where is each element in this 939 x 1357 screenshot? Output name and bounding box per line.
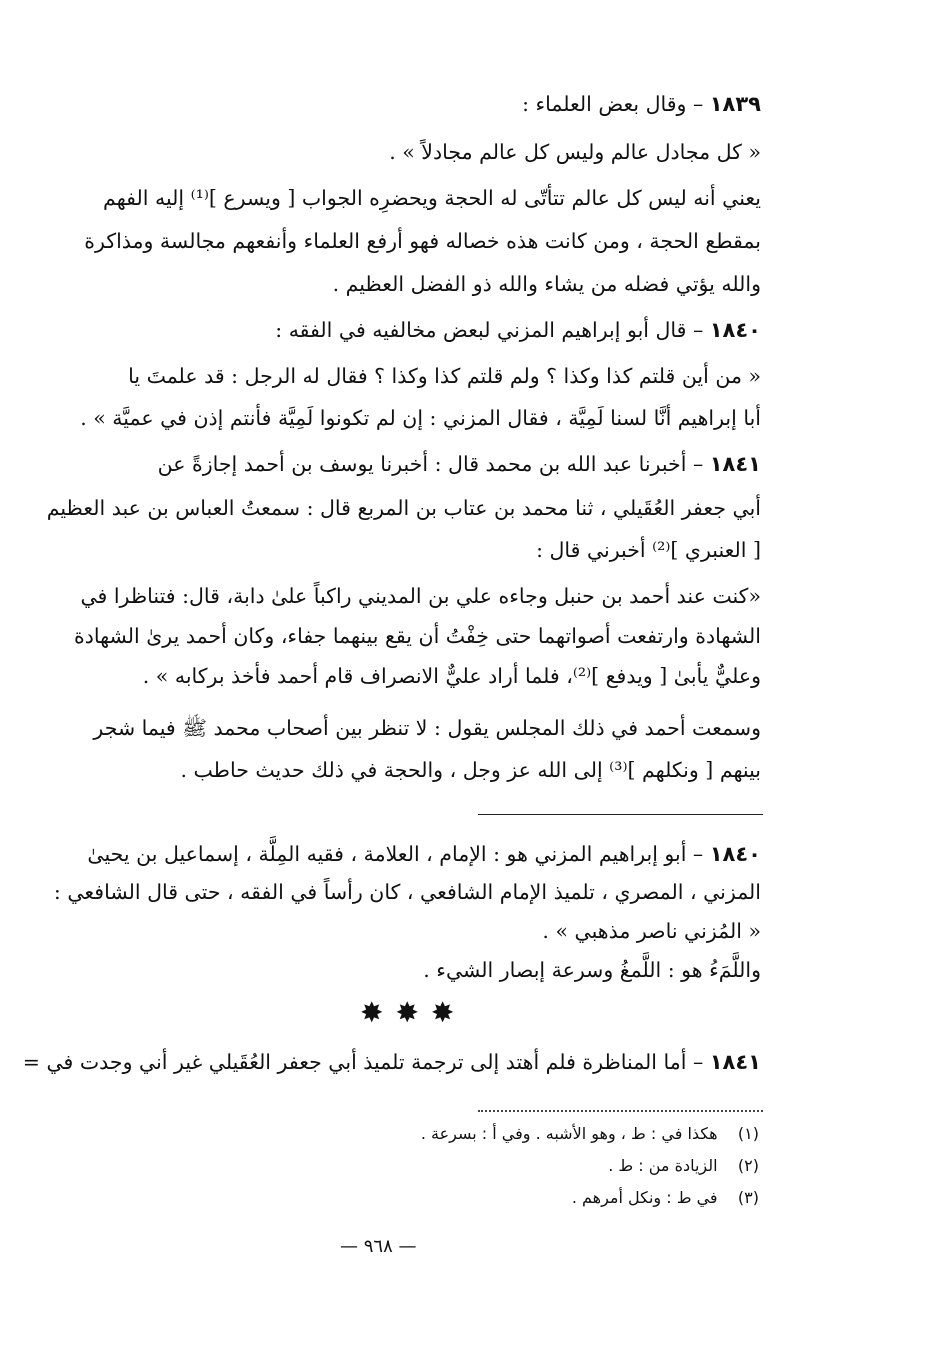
- text-line: وسمعت أحمد في ذلك المجلس يقول : لا تنظر بين أصحاب محمد ﷺ فيما شجر: [93, 716, 761, 740]
- text-line: بينهم [ ونكلهم ]⁽³⁾ إلى الله عز وجل ، والحجة في ذلك حديث حاطب .: [180, 758, 761, 782]
- footnote-mark: (٢): [737, 1156, 759, 1175]
- note-line: واللَّمَءُ هو : اللَّمغُ وسرعة إبصار الشيء .: [423, 958, 761, 982]
- quote-line: «كنت عند أحمد بن حنبل وجاءه علي بن المديني راكباً علىٰ دابة، قال: فتناظرا في: [80, 584, 761, 608]
- entry-intro: – قال أبو إبراهيم المزني لبعض مخالفيه في الفقه :: [275, 318, 710, 342]
- quote-line: وعليٌّ يأبىٰ [ ويدفع ]⁽²⁾، فلما أراد عليٌّ الانصراف قام أحمد فأخذ بركابه » .: [142, 664, 761, 688]
- note-text: – أما المناظرة فلم أهتد إلى ترجمة تلميذ أبي جعفر العُقَيلي غير أني وجدت في =: [22, 1050, 710, 1074]
- text-line: يعني أنه ليس كل عالم تتأتّى له الحجة ويحضرِه الجواب [ ويسرع ]⁽¹⁾ إليه الفهم: [103, 186, 761, 210]
- footnote-mark: (١): [737, 1124, 759, 1143]
- entry-intro: – أخبرنا عبد الله بن محمد قال : أخبرنا يوسف بن أحمد إجازةً عن: [157, 452, 710, 476]
- note-line: المزني ، المصري ، تلميذ الإمام الشافعي ، كان رأساً في الفقه ، حتى قال الشافعي :: [53, 880, 761, 904]
- text-line: والله يؤتي فضله من يشاء والله ذو الفضل العظيم .: [332, 272, 761, 296]
- entry-intro: – وقال بعض العلماء :: [522, 92, 710, 116]
- quote-line: الشهادة وارتفعت أصواتهما حتى خِفْتُ أن يقع بينهما جفاء، وكان أحمد يرىٰ الشهادة: [73, 624, 761, 648]
- section-divider-stars-icon: ✸✸✸: [360, 996, 467, 1029]
- footnote: [572, 1188, 759, 1207]
- note-text: – أبو إبراهيم المزني هو : الإمام ، العلامة ، فقيه المِلَّة ، إسماعيل بن يحيىٰ: [87, 842, 710, 866]
- entry-1840-heading: [76, 314, 761, 346]
- footnote: [608, 1156, 759, 1175]
- quote-line: « كل مجادل عالم وليس كل عالم مجادلاً » .: [389, 140, 761, 164]
- entry-number: ١٨٤١: [709, 452, 761, 476]
- footnote-text: في ط : ونكل أمرهم .: [571, 1188, 718, 1207]
- footnote-text: هكذا في : ط ، وهو الأشبه . وفي أ : بسرعة .: [420, 1124, 718, 1143]
- page-number: — ٩٦٨ —: [340, 1236, 417, 1257]
- entry-number: ١٨٤٠: [709, 318, 761, 342]
- quote-line: أبا إبراهيم أنَّا لسنا لَمِيَّة ، فقال المزني : إن لم تكونوا لَمِيَّة فأنتم إذن في عميَّة » .: [80, 406, 761, 430]
- entry-number: ١٨٣٩: [709, 92, 761, 116]
- footnotes-separator-dots: [478, 1110, 763, 1112]
- footnote-mark: (٣): [737, 1188, 759, 1207]
- note-1840-heading: [76, 838, 761, 870]
- footnote: [421, 1124, 759, 1143]
- notes-separator-rule: [478, 814, 763, 815]
- entry-1841-heading: [76, 448, 761, 480]
- note-number: ١٨٤١: [709, 1050, 761, 1074]
- text-line: أبي جعفر العُقَيلي ، ثنا محمد بن عتاب بن المربع قال : سمعتُ العباس بن عبد العظيم: [46, 496, 761, 520]
- quote-line: « من أين قلتم كذا وكذا ؟ ولم قلتم كذا وكذا ؟ فقال له الرجل : قد علمتَ يا: [128, 364, 761, 388]
- note-1841-heading: [22, 1046, 761, 1078]
- note-number: ١٨٤٠: [709, 842, 761, 866]
- text-line: [ العنبري ]⁽²⁾ أخبرني قال :: [536, 538, 761, 562]
- note-line: « المُزني ناصر مذهبي » .: [542, 919, 761, 943]
- text-line: بمقطع الحجة ، ومن كانت هذه خصاله فهو أرفع العلماء وأنفعهم مجالسة ومذاكرة: [84, 229, 761, 253]
- footnote-text: الزيادة من : ط .: [608, 1156, 718, 1175]
- entry-1839-heading: [76, 88, 761, 120]
